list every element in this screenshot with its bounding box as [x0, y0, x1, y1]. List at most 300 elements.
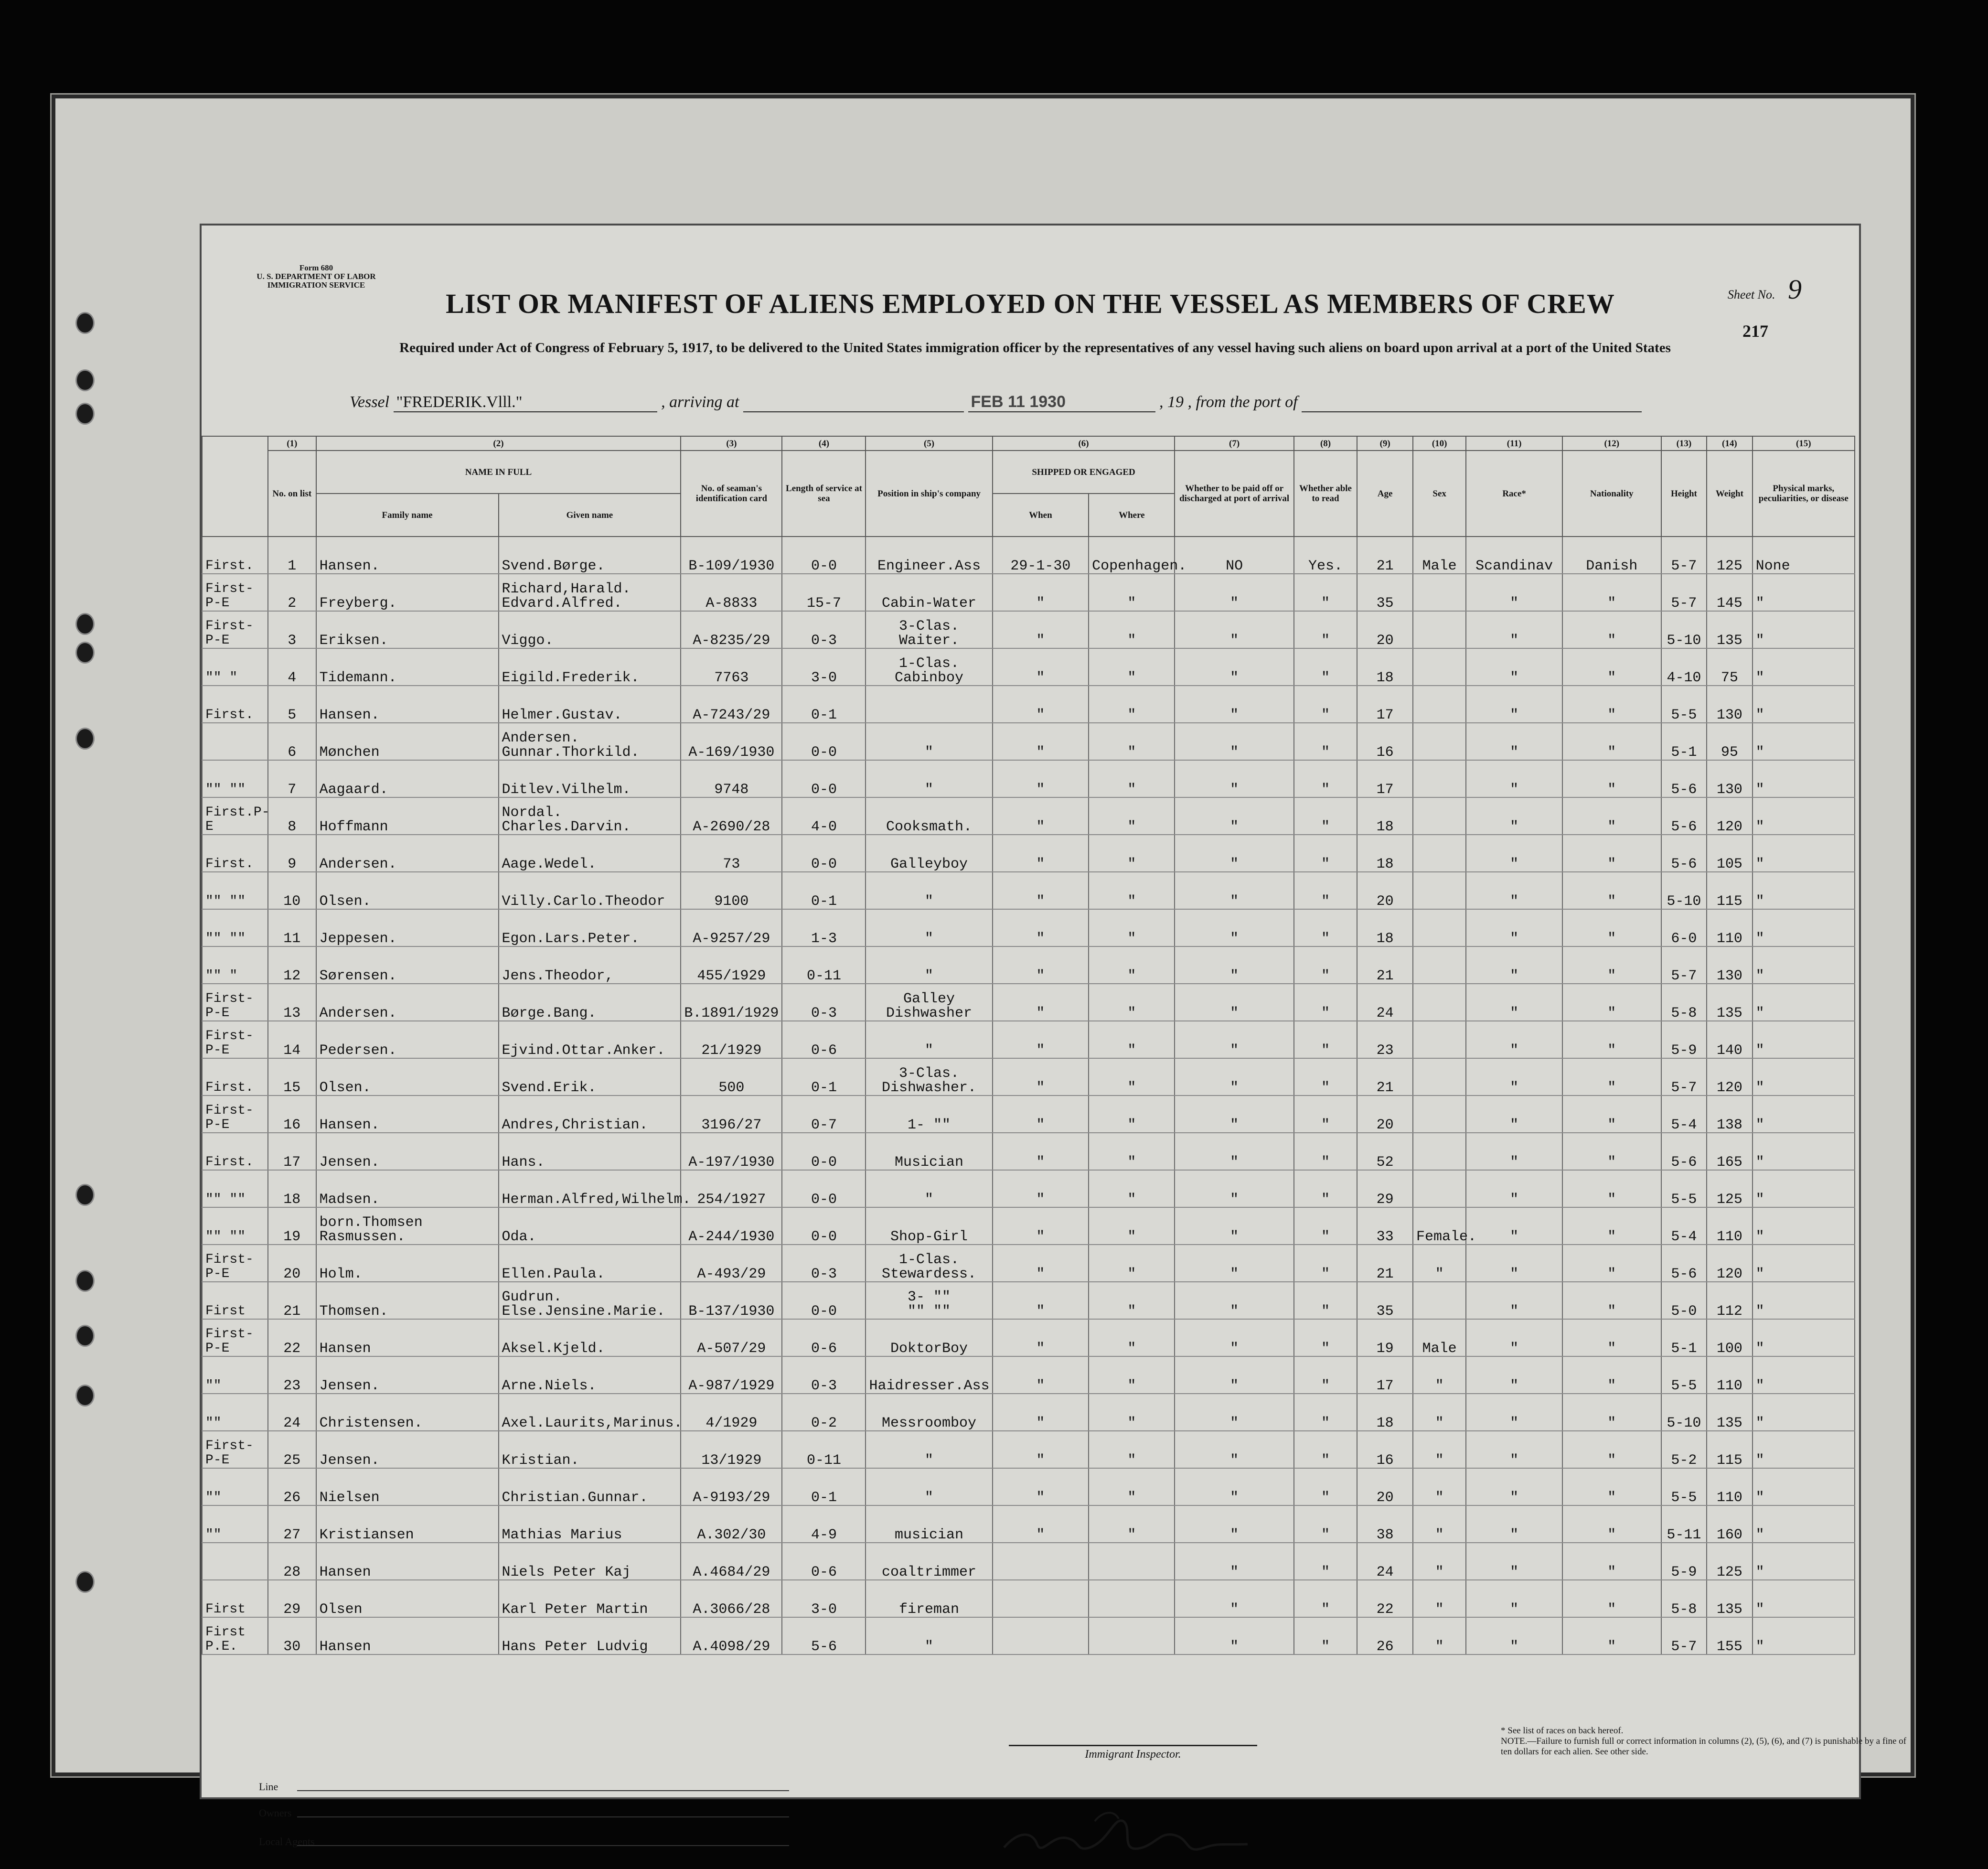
- cell-race: ": [1466, 1543, 1562, 1580]
- cell-given: Karl Peter Martin: [499, 1580, 681, 1617]
- cell-weight: 145: [1707, 574, 1752, 611]
- cell-nat: ": [1562, 1096, 1661, 1133]
- cell-read: ": [1294, 797, 1357, 835]
- cell-nat: ": [1562, 1245, 1661, 1282]
- cell-service: 0-3: [782, 984, 866, 1021]
- cell-sex: ": [1413, 1543, 1466, 1580]
- inspector-signature: [999, 1802, 1267, 1869]
- cell-sex: [1413, 723, 1466, 760]
- cell-code: First.: [202, 1058, 268, 1096]
- cell-height: 5-1: [1661, 723, 1707, 760]
- cell-marks: ": [1753, 835, 1855, 872]
- cell-sex: [1413, 1021, 1466, 1058]
- cell-position: ": [866, 1170, 992, 1207]
- cell-nat: Danish: [1562, 537, 1661, 574]
- cell-given: Richard,Harald. Edvard.Alfred.: [499, 574, 681, 611]
- cell-read: ": [1294, 723, 1357, 760]
- cell-race: ": [1466, 1394, 1562, 1431]
- table-row: [202, 686, 1855, 723]
- col-num-6: (6): [993, 436, 1175, 451]
- header-position: Position in ship's company: [866, 451, 992, 537]
- cell-where: ": [1089, 1096, 1175, 1133]
- cell-given: Ejvind.Ottar.Anker.: [499, 1021, 681, 1058]
- cell-marks: ": [1753, 648, 1855, 686]
- cell-card: B-109/1930: [681, 537, 782, 574]
- cell-where: ": [1089, 686, 1175, 723]
- cell-read: ": [1294, 760, 1357, 797]
- inspector-label: Immigrant Inspector.: [1009, 1745, 1257, 1761]
- cell-family: Eriksen.: [316, 611, 499, 648]
- cell-age: 20: [1357, 872, 1413, 909]
- cell-paid: ": [1175, 723, 1293, 760]
- cell-marks: ": [1753, 1394, 1855, 1431]
- cell-card: A-987/1929: [681, 1356, 782, 1394]
- cell-code: First-P-E: [202, 1245, 268, 1282]
- cell-paid: ": [1175, 1133, 1293, 1170]
- cell-height: 5-7: [1661, 1617, 1707, 1654]
- cell-when: [993, 1617, 1089, 1654]
- cell-when: ": [993, 1207, 1089, 1245]
- cell-paid: ": [1175, 1021, 1293, 1058]
- cell-weight: 110: [1707, 909, 1752, 946]
- cell-paid: ": [1175, 1431, 1293, 1468]
- cell-code: "" "": [202, 760, 268, 797]
- cell-where: Copenhagen.: [1089, 537, 1175, 574]
- cell-service: 0-3: [782, 1356, 866, 1394]
- cell-age: 24: [1357, 1543, 1413, 1580]
- cell-marks: ": [1753, 1319, 1855, 1356]
- cell-no: 18: [268, 1170, 316, 1207]
- cell-service: 0-6: [782, 1319, 866, 1356]
- cell-where: ": [1089, 835, 1175, 872]
- col-num-5: (5): [866, 436, 992, 451]
- cell-code: First-P-E: [202, 1096, 268, 1133]
- cell-family: Tidemann.: [316, 648, 499, 686]
- cell-family: Hansen.: [316, 686, 499, 723]
- cell-race: ": [1466, 984, 1562, 1021]
- cell-code: "" "": [202, 1170, 268, 1207]
- cell-where: ": [1089, 872, 1175, 909]
- cell-service: 5-6: [782, 1617, 866, 1654]
- cell-service: 0-0: [782, 835, 866, 872]
- cell-race: Scandinav: [1466, 537, 1562, 574]
- cell-where: ": [1089, 760, 1175, 797]
- cell-read: ": [1294, 686, 1357, 723]
- cell-height: 5-1: [1661, 1319, 1707, 1356]
- header-length-service: Length of service at sea: [782, 451, 866, 537]
- cell-weight: 112: [1707, 1282, 1752, 1319]
- page-subtitle: Required under Act of Congress of February 5, 1917, to be delivered to the United States immigration officer by the representatives of any vessel having such aliens on board upon arrival at a port of the United States: [399, 340, 1671, 355]
- cell-paid: ": [1175, 1505, 1293, 1543]
- cell-family: Hansen: [316, 1543, 499, 1580]
- cell-marks: ": [1753, 611, 1855, 648]
- cell-read: ": [1294, 872, 1357, 909]
- table-row: [202, 574, 1855, 611]
- table-row: [202, 1580, 1855, 1617]
- cell-where: ": [1089, 909, 1175, 946]
- cell-code: First P.E.: [202, 1617, 268, 1654]
- cell-card: 7763: [681, 648, 782, 686]
- cell-weight: 165: [1707, 1133, 1752, 1170]
- cell-when: ": [993, 1431, 1089, 1468]
- cell-position: Cabin-Water: [866, 574, 992, 611]
- cell-height: 5-6: [1661, 1245, 1707, 1282]
- cell-service: 0-0: [782, 1282, 866, 1319]
- cell-read: ": [1294, 946, 1357, 984]
- cell-height: 5-5: [1661, 1170, 1707, 1207]
- cell-given: Svend.Erik.: [499, 1058, 681, 1096]
- cell-race: ": [1466, 648, 1562, 686]
- cell-race: ": [1466, 1505, 1562, 1543]
- cell-given: Egon.Lars.Peter.: [499, 909, 681, 946]
- cell-given: Børge.Bang.: [499, 984, 681, 1021]
- year-label: , 19: [1159, 393, 1184, 411]
- cell-position: Galleyboy: [866, 835, 992, 872]
- sheet-number-value: 9: [1788, 274, 1802, 305]
- cell-given: Hans Peter Ludvig: [499, 1617, 681, 1654]
- cell-marks: ": [1753, 1058, 1855, 1096]
- header-where: Where: [1089, 494, 1175, 537]
- cell-height: 5-5: [1661, 686, 1707, 723]
- cell-given: Helmer.Gustav.: [499, 686, 681, 723]
- cell-where: ": [1089, 1468, 1175, 1505]
- cell-age: 18: [1357, 648, 1413, 686]
- cell-position: ": [866, 1468, 992, 1505]
- cell-paid: ": [1175, 648, 1293, 686]
- cell-sex: [1413, 1096, 1466, 1133]
- cell-paid: ": [1175, 1394, 1293, 1431]
- cell-service: 1-3: [782, 909, 866, 946]
- cell-sex: ": [1413, 1394, 1466, 1431]
- cell-read: ": [1294, 909, 1357, 946]
- cell-weight: 110: [1707, 1356, 1752, 1394]
- cell-height: 5-0: [1661, 1282, 1707, 1319]
- cell-paid: ": [1175, 1245, 1293, 1282]
- table-row: [202, 1394, 1855, 1431]
- cell-family: Olsen.: [316, 872, 499, 909]
- cell-card: A-197/1930: [681, 1133, 782, 1170]
- cell-nat: ": [1562, 946, 1661, 984]
- cell-code: "" "": [202, 909, 268, 946]
- cell-read: ": [1294, 1505, 1357, 1543]
- cell-no: 26: [268, 1468, 316, 1505]
- cell-age: 35: [1357, 574, 1413, 611]
- header-nationality: Nationality: [1562, 451, 1661, 537]
- cell-no: 28: [268, 1543, 316, 1580]
- cell-read: ": [1294, 984, 1357, 1021]
- cell-race: ": [1466, 1096, 1562, 1133]
- cell-age: 52: [1357, 1133, 1413, 1170]
- cell-paid: ": [1175, 797, 1293, 835]
- cell-where: ": [1089, 1394, 1175, 1431]
- penalty-note: NOTE.—Failure to furnish full or correct information in columns (2), (5), (6), and (7) is punishable by a fine of ten dollars for each alien. See other side.: [1501, 1736, 1906, 1757]
- cell-read: ": [1294, 1617, 1357, 1654]
- cell-weight: 75: [1707, 648, 1752, 686]
- cell-read: ": [1294, 1431, 1357, 1468]
- header-given-name: Given name: [499, 494, 681, 537]
- cell-race: ": [1466, 723, 1562, 760]
- from-label: , from the port of: [1187, 393, 1298, 411]
- cell-service: 0-0: [782, 1207, 866, 1245]
- cell-position: coaltrimmer: [866, 1543, 992, 1580]
- cell-when: ": [993, 1319, 1089, 1356]
- cell-height: 5-4: [1661, 1207, 1707, 1245]
- binder-hole: [75, 1571, 95, 1593]
- cell-read: ": [1294, 1543, 1357, 1580]
- crew-table-body: [202, 537, 1855, 1654]
- cell-code: First.P-E: [202, 797, 268, 835]
- cell-position: Galley Dishwasher: [866, 984, 992, 1021]
- cell-age: 18: [1357, 835, 1413, 872]
- cell-race: ": [1466, 1021, 1562, 1058]
- table-row: [202, 797, 1855, 835]
- cell-no: 27: [268, 1505, 316, 1543]
- cell-marks: ": [1753, 1617, 1855, 1654]
- cell-race: ": [1466, 1580, 1562, 1617]
- cell-given: Villy.Carlo.Theodor: [499, 872, 681, 909]
- cell-paid: ": [1175, 686, 1293, 723]
- cell-no: 15: [268, 1058, 316, 1096]
- cell-nat: ": [1562, 1282, 1661, 1319]
- table-row: [202, 1319, 1855, 1356]
- cell-nat: ": [1562, 1170, 1661, 1207]
- cell-where: ": [1089, 723, 1175, 760]
- cell-family: Andersen.: [316, 835, 499, 872]
- cell-code: First-P-E: [202, 1431, 268, 1468]
- cell-nat: ": [1562, 1505, 1661, 1543]
- col-num-3: (3): [681, 436, 782, 451]
- table-row: [202, 1431, 1855, 1468]
- cell-age: 23: [1357, 1021, 1413, 1058]
- header-id-card: No. of seaman's identification card: [681, 451, 782, 537]
- cell-service: 0-1: [782, 1468, 866, 1505]
- line-label: Line: [259, 1781, 278, 1793]
- cell-height: 5-10: [1661, 1394, 1707, 1431]
- cell-height: 5-2: [1661, 1431, 1707, 1468]
- cell-when: [993, 1580, 1089, 1617]
- cell-card: 13/1929: [681, 1431, 782, 1468]
- cell-position: DoktorBoy: [866, 1319, 992, 1356]
- cell-card: 455/1929: [681, 946, 782, 984]
- cell-sex: [1413, 1282, 1466, 1319]
- cell-service: 0-0: [782, 537, 866, 574]
- cell-code: "" ": [202, 946, 268, 984]
- cell-when: ": [993, 1282, 1089, 1319]
- cell-code: "": [202, 1505, 268, 1543]
- cell-paid: ": [1175, 1543, 1293, 1580]
- cell-code: "" "": [202, 872, 268, 909]
- cell-sex: [1413, 1058, 1466, 1096]
- cell-family: Hansen.: [316, 1096, 499, 1133]
- cell-when: ": [993, 984, 1089, 1021]
- cell-when: ": [993, 909, 1089, 946]
- cell-sex: [1413, 872, 1466, 909]
- cell-age: 17: [1357, 1356, 1413, 1394]
- cell-paid: ": [1175, 1319, 1293, 1356]
- cell-no: 12: [268, 946, 316, 984]
- form-code-block: [254, 264, 378, 290]
- arriving-label: , arriving at: [661, 393, 739, 411]
- cell-sex: [1413, 648, 1466, 686]
- cell-when: ": [993, 1133, 1089, 1170]
- cell-weight: 110: [1707, 1468, 1752, 1505]
- cell-family: Aagaard.: [316, 760, 499, 797]
- cell-position: ": [866, 946, 992, 984]
- cell-nat: ": [1562, 723, 1661, 760]
- cell-family: Pedersen.: [316, 1021, 499, 1058]
- cell-when: ": [993, 835, 1089, 872]
- cell-position: ": [866, 723, 992, 760]
- table-row: [202, 1245, 1855, 1282]
- cell-read: ": [1294, 1282, 1357, 1319]
- cell-no: 2: [268, 574, 316, 611]
- cell-race: ": [1466, 946, 1562, 984]
- cell-where: ": [1089, 1245, 1175, 1282]
- cell-service: 15-7: [782, 574, 866, 611]
- cell-code: [202, 1543, 268, 1580]
- col-num-1: (1): [268, 436, 316, 451]
- cell-sex: ": [1413, 1431, 1466, 1468]
- cell-service: 0-1: [782, 686, 866, 723]
- table-row: [202, 1058, 1855, 1096]
- cell-family: Jensen.: [316, 1356, 499, 1394]
- cell-code: First-P-E: [202, 1021, 268, 1058]
- cell-marks: ": [1753, 909, 1855, 946]
- header-family-name: Family name: [316, 494, 499, 537]
- cell-where: ": [1089, 1058, 1175, 1096]
- cell-position: ": [866, 872, 992, 909]
- cell-read: ": [1294, 1207, 1357, 1245]
- cell-height: 5-10: [1661, 872, 1707, 909]
- cell-read: ": [1294, 1245, 1357, 1282]
- binder-hole: [75, 1325, 95, 1347]
- cell-where: ": [1089, 1207, 1175, 1245]
- cell-card: A.4098/29: [681, 1617, 782, 1654]
- cell-sex: ": [1413, 1617, 1466, 1654]
- cell-position: ": [866, 1021, 992, 1058]
- cell-no: 30: [268, 1617, 316, 1654]
- header-height: Height: [1661, 451, 1707, 537]
- cell-sex: [1413, 574, 1466, 611]
- cell-paid: ": [1175, 1580, 1293, 1617]
- cell-paid: ": [1175, 574, 1293, 611]
- cell-given: Ditlev.Vilhelm.: [499, 760, 681, 797]
- cell-family: Jensen.: [316, 1431, 499, 1468]
- cell-where: ": [1089, 1319, 1175, 1356]
- cell-code: First.: [202, 835, 268, 872]
- cell-given: Andres,Christian.: [499, 1096, 681, 1133]
- cell-service: 0-6: [782, 1021, 866, 1058]
- agents-label: Local Agents: [259, 1836, 315, 1848]
- cell-weight: 125: [1707, 1543, 1752, 1580]
- cell-card: 9748: [681, 760, 782, 797]
- cell-when: ": [993, 1505, 1089, 1543]
- cell-age: 35: [1357, 1282, 1413, 1319]
- table-row: [202, 1543, 1855, 1580]
- cell-no: 25: [268, 1431, 316, 1468]
- cell-position: Engineer.Ass: [866, 537, 992, 574]
- cell-weight: 100: [1707, 1319, 1752, 1356]
- cell-marks: ": [1753, 1431, 1855, 1468]
- cell-card: A-169/1930: [681, 723, 782, 760]
- cell-given: Axel.Laurits,Marinus.: [499, 1394, 681, 1431]
- cell-given: Oda.: [499, 1207, 681, 1245]
- cell-code: "" ": [202, 648, 268, 686]
- cell-no: 4: [268, 648, 316, 686]
- cell-race: ": [1466, 611, 1562, 648]
- cell-card: A-2690/28: [681, 797, 782, 835]
- cell-given: Viggo.: [499, 611, 681, 648]
- cell-sex: ": [1413, 1505, 1466, 1543]
- col-num-11: (11): [1466, 436, 1562, 451]
- cell-service: 0-11: [782, 946, 866, 984]
- cell-race: ": [1466, 797, 1562, 835]
- form-service: IMMIGRATION SERVICE: [267, 280, 365, 290]
- sheet-number-label: Sheet No.: [1727, 288, 1775, 301]
- cell-height: 5-6: [1661, 760, 1707, 797]
- binder-hole: [75, 403, 95, 425]
- table-row: [202, 1021, 1855, 1058]
- cell-when: ": [993, 574, 1089, 611]
- cell-age: 19: [1357, 1319, 1413, 1356]
- cell-age: 18: [1357, 909, 1413, 946]
- header-no-on-list: No. on list: [268, 451, 316, 537]
- cell-paid: ": [1175, 1617, 1293, 1654]
- cell-paid: ": [1175, 984, 1293, 1021]
- cell-no: 13: [268, 984, 316, 1021]
- header-name-in-full: NAME IN FULL: [316, 451, 681, 494]
- cell-age: 18: [1357, 1394, 1413, 1431]
- cell-sex: Male: [1413, 1319, 1466, 1356]
- binder-hole: [75, 1385, 95, 1407]
- cell-when: ": [993, 946, 1089, 984]
- cell-sex: [1413, 946, 1466, 984]
- cell-family: Hansen.: [316, 537, 499, 574]
- cell-nat: ": [1562, 1356, 1661, 1394]
- cell-height: 5-7: [1661, 574, 1707, 611]
- cell-nat: ": [1562, 909, 1661, 946]
- cell-weight: 120: [1707, 1058, 1752, 1096]
- cell-age: 26: [1357, 1617, 1413, 1654]
- races-note: * See list of races on back hereof.: [1501, 1726, 1624, 1736]
- cell-code: "": [202, 1356, 268, 1394]
- cell-when: [993, 1543, 1089, 1580]
- cell-read: ": [1294, 1468, 1357, 1505]
- cell-service: 0-0: [782, 760, 866, 797]
- table-row: [202, 835, 1855, 872]
- header-weight: Weight: [1707, 451, 1752, 537]
- cell-card: A-9193/29: [681, 1468, 782, 1505]
- cell-card: A-244/1930: [681, 1207, 782, 1245]
- cell-where: ": [1089, 1282, 1175, 1319]
- cell-marks: ": [1753, 723, 1855, 760]
- cell-card: 73: [681, 835, 782, 872]
- cell-height: 5-6: [1661, 835, 1707, 872]
- cell-where: ": [1089, 797, 1175, 835]
- cell-family: Olsen: [316, 1580, 499, 1617]
- cell-height: 5-9: [1661, 1021, 1707, 1058]
- cell-family: Andersen.: [316, 984, 499, 1021]
- col-num-8: (8): [1294, 436, 1357, 451]
- cell-age: 29: [1357, 1170, 1413, 1207]
- cell-no: 1: [268, 537, 316, 574]
- cell-marks: ": [1753, 872, 1855, 909]
- cell-code: "": [202, 1468, 268, 1505]
- header-race: Race*: [1466, 451, 1562, 537]
- cell-family: Hoffmann: [316, 797, 499, 835]
- cell-code: First-P-E: [202, 984, 268, 1021]
- cell-given: Kristian.: [499, 1431, 681, 1468]
